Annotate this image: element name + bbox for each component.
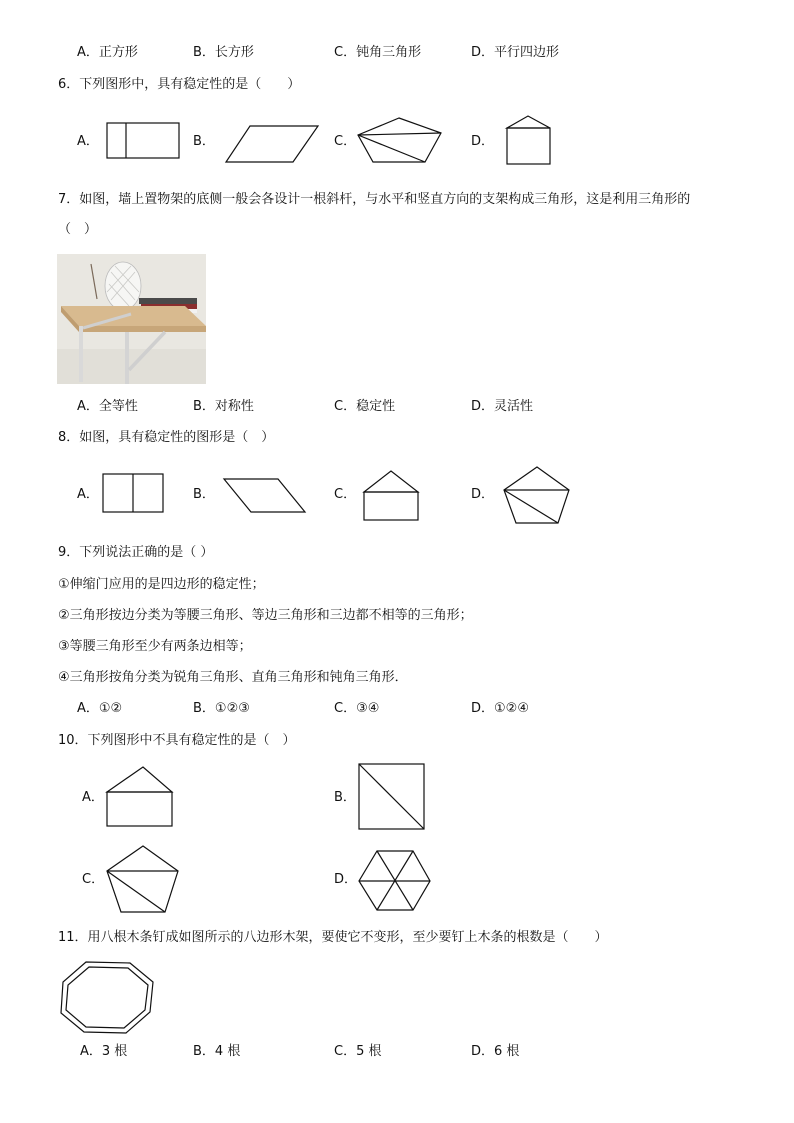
q7-option-b[interactable]: B．对称性 bbox=[193, 399, 254, 414]
q11-option-d[interactable]: D．6 根 bbox=[471, 1044, 520, 1059]
q8-label-b[interactable]: B． bbox=[193, 487, 215, 502]
q9-stem: 9．下列说法正确的是（ ） bbox=[58, 545, 214, 560]
q9-statement-4: ④三角形按角分类为锐角三角形、直角三角形和钝角三角形． bbox=[58, 670, 408, 685]
q10-stem: 10．下列图形中不具有稳定性的是（ ） bbox=[58, 733, 296, 748]
q11-option-a[interactable]: A．3 根 bbox=[80, 1044, 128, 1059]
q8-figure-b bbox=[223, 478, 307, 514]
q8-figure-a bbox=[102, 473, 164, 513]
q6-figure-c bbox=[357, 117, 443, 163]
q9-statement-1: ①伸缩门应用的是四边形的稳定性； bbox=[58, 577, 265, 592]
q7-option-d[interactable]: D．灵活性 bbox=[471, 399, 534, 414]
q10-figure-b bbox=[358, 763, 426, 831]
q6-figure-a bbox=[106, 122, 180, 160]
q5-option-d[interactable]: D．平行四边形 bbox=[471, 45, 560, 60]
q8-figure-d bbox=[503, 466, 571, 526]
q11-stem: 11．用八根木条钉成如图所示的八边形木架，要使它不变形，至少要钉上木条的根数是（ ） bbox=[58, 930, 608, 945]
q11-option-b[interactable]: B．4 根 bbox=[193, 1044, 241, 1059]
q10-figure-c bbox=[106, 845, 180, 915]
q9-option-a[interactable]: A．①② bbox=[77, 701, 123, 716]
q6-label-d[interactable]: D． bbox=[471, 134, 495, 149]
q9-option-b[interactable]: B．①②③ bbox=[193, 701, 250, 716]
q9-option-d[interactable]: D．①②④ bbox=[471, 701, 529, 716]
q8-label-a[interactable]: A． bbox=[77, 487, 99, 502]
q11-octagon-frame bbox=[58, 960, 156, 1036]
q7-option-c[interactable]: C．稳定性 bbox=[334, 399, 396, 414]
q5-option-c[interactable]: C．钝角三角形 bbox=[334, 45, 422, 60]
q6-label-a[interactable]: A． bbox=[77, 134, 99, 149]
q8-label-c[interactable]: C． bbox=[334, 487, 357, 502]
shelf-photo bbox=[57, 254, 206, 384]
q9-statement-3: ③等腰三角形至少有两条边相等； bbox=[58, 639, 252, 654]
q10-label-d[interactable]: D． bbox=[334, 872, 358, 887]
q6-label-c[interactable]: C． bbox=[334, 134, 357, 149]
q10-label-a[interactable]: A． bbox=[82, 790, 104, 805]
q8-stem: 8．如图，具有稳定性的图形是（ ） bbox=[58, 430, 275, 445]
q10-figure-a bbox=[106, 766, 174, 828]
q6-figure-b bbox=[225, 125, 319, 163]
q8-label-d[interactable]: D． bbox=[471, 487, 495, 502]
q6-figure-d bbox=[506, 115, 552, 165]
q8-figure-c bbox=[363, 470, 421, 522]
q10-figure-d bbox=[358, 850, 432, 912]
q6-stem: 6．下列图形中，具有稳定性的是（ ） bbox=[58, 77, 301, 92]
q7-stem-line2: （ ） bbox=[58, 222, 98, 237]
q7-option-a[interactable]: A．全等性 bbox=[77, 399, 138, 414]
q5-option-b[interactable]: B．长方形 bbox=[193, 45, 254, 60]
q11-option-c[interactable]: C．5 根 bbox=[334, 1044, 382, 1059]
q10-label-c[interactable]: C． bbox=[82, 872, 105, 887]
q9-statement-2: ②三角形按边分类为等腰三角形、等边三角形和三边都不相等的三角形； bbox=[58, 608, 473, 623]
q6-label-b[interactable]: B． bbox=[193, 134, 215, 149]
q9-option-c[interactable]: C．③④ bbox=[334, 701, 380, 716]
q7-stem-line1: 7．如图，墙上置物架的底侧一般会各设计一根斜杆，与水平和竖直方向的支架构成三角形，这是利用三角形的 bbox=[58, 192, 691, 207]
q5-option-a[interactable]: A．正方形 bbox=[77, 45, 138, 60]
q10-label-b[interactable]: B． bbox=[334, 790, 356, 805]
